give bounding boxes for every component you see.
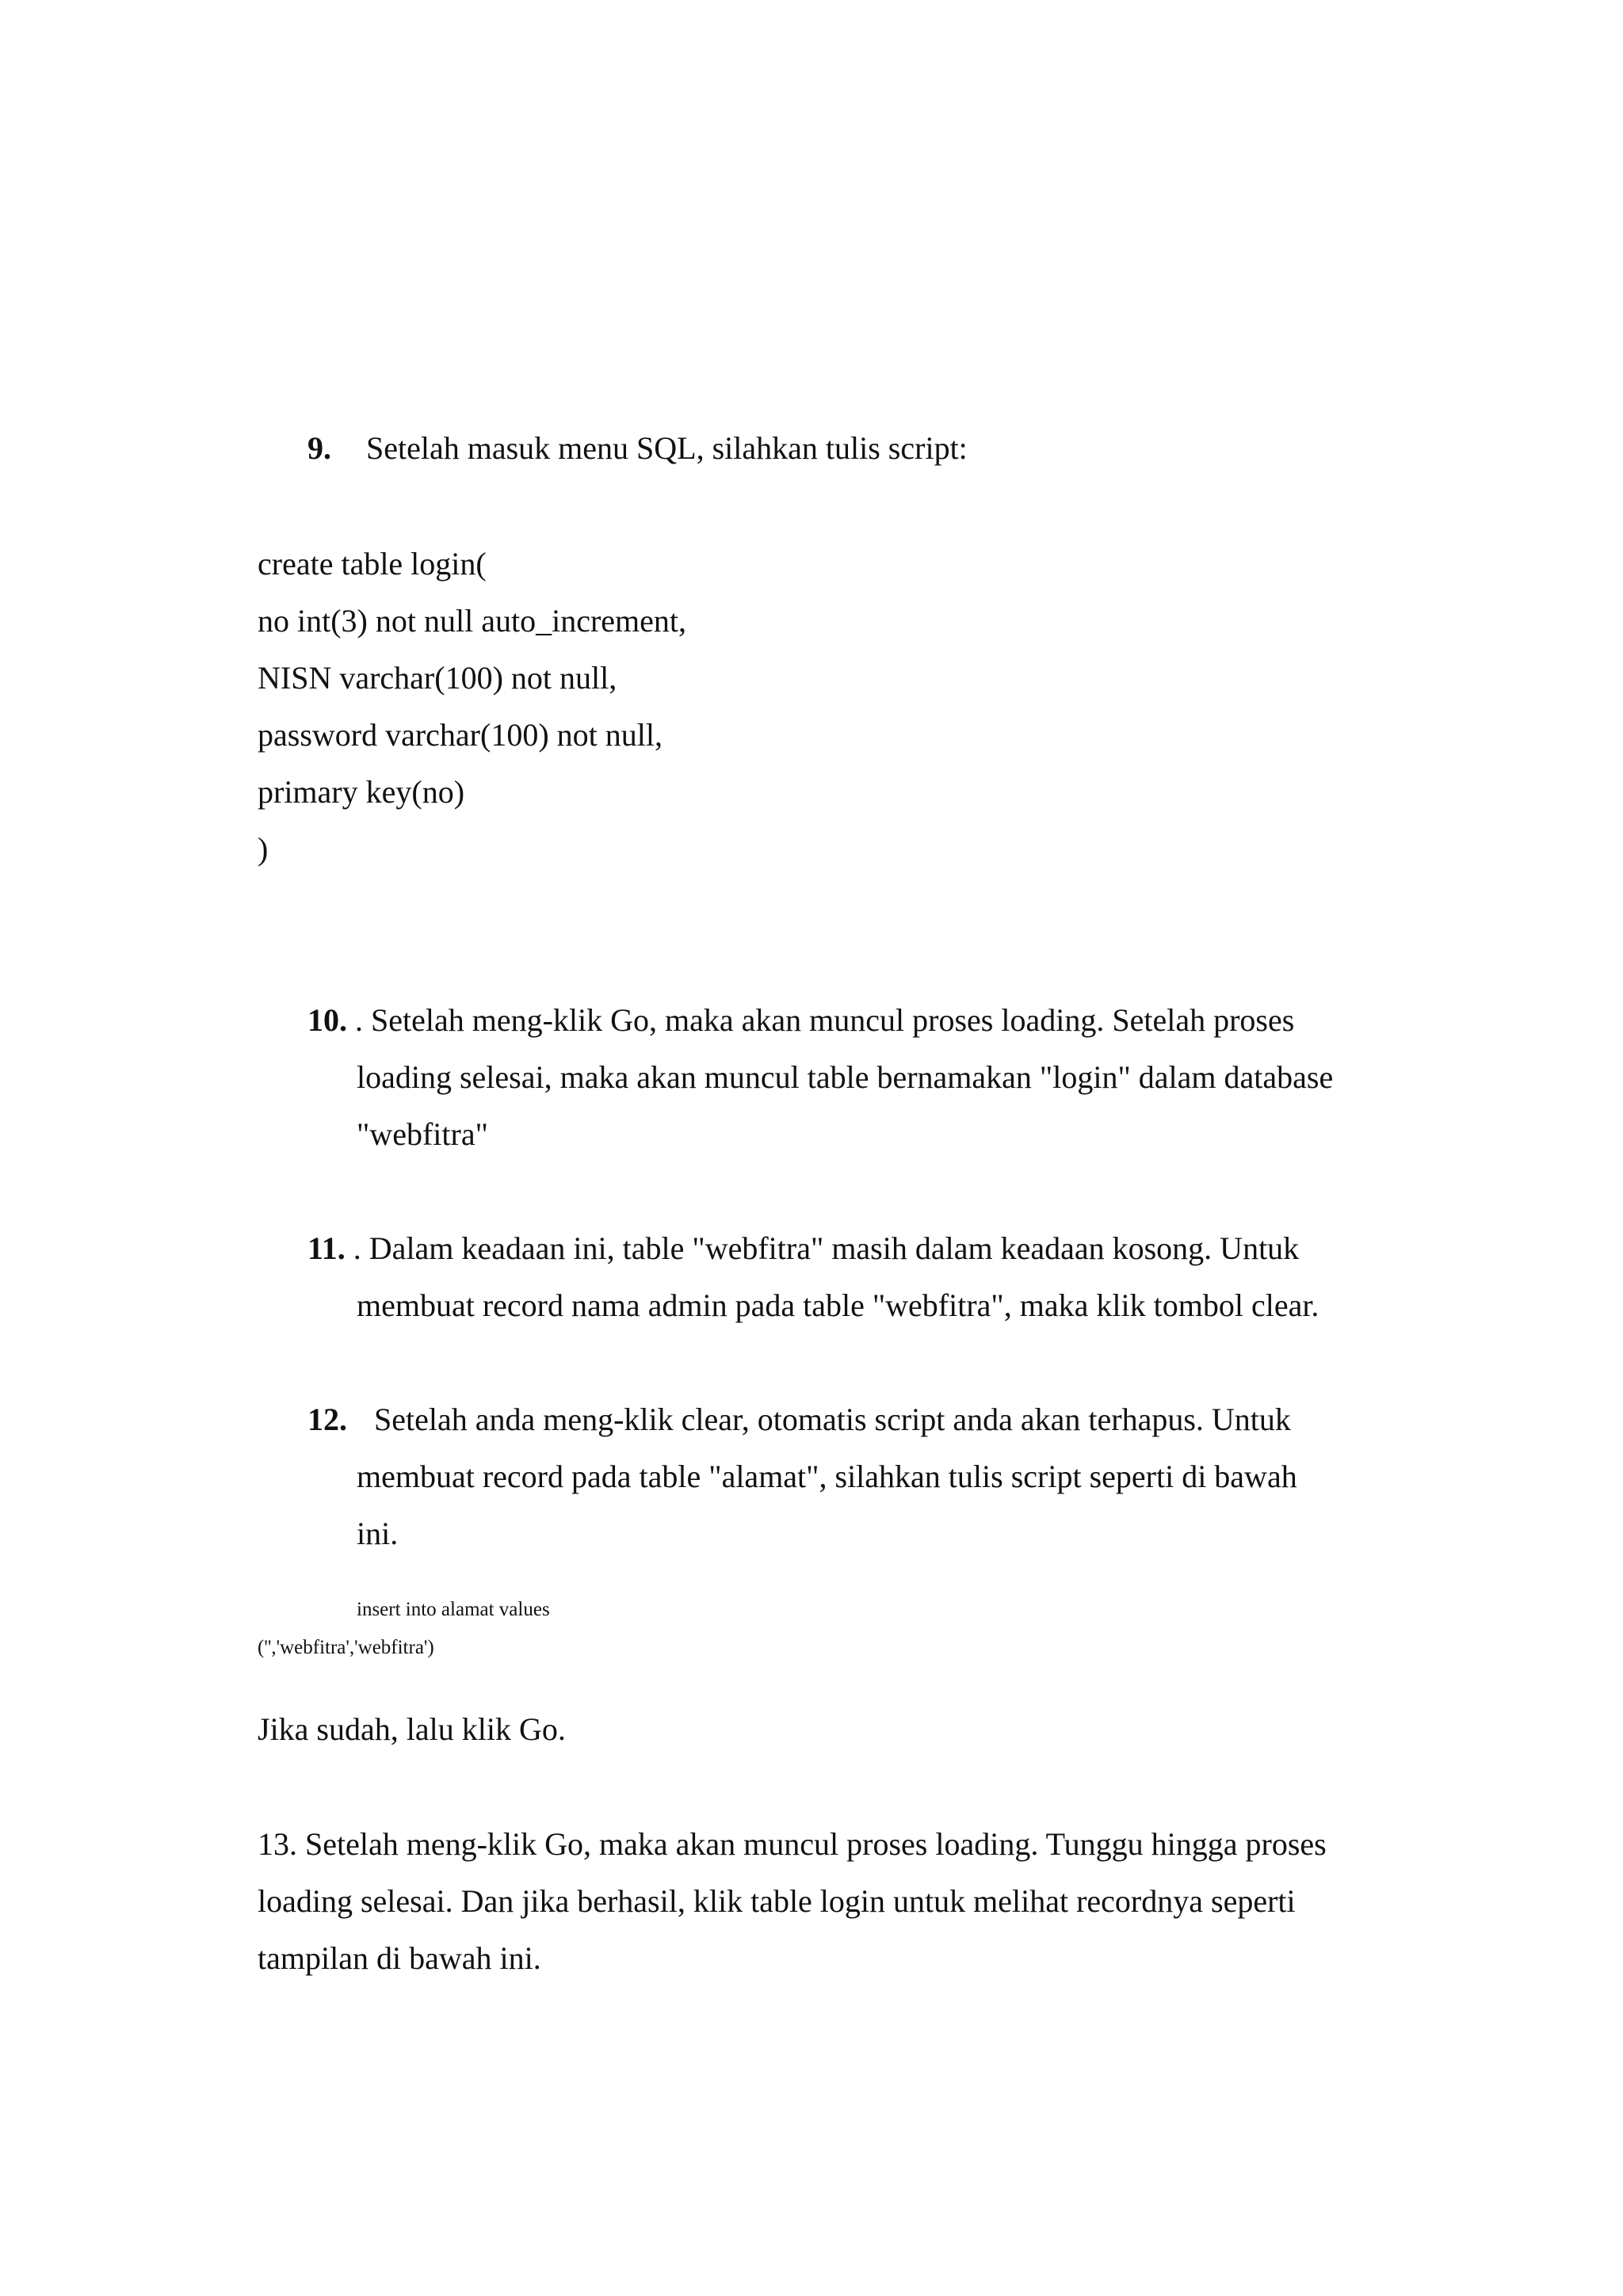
sql-create-code (258, 536, 686, 878)
sql-insert-code-line1: insert into alamat values (357, 1599, 550, 1620)
step-number: 9. (307, 430, 331, 466)
code-line: NISN varchar(100) not null, (258, 660, 617, 696)
step-number: 12. (307, 1402, 347, 1437)
step-text: membuat record pada table "alamat", silahkan tulis script seperti di bawah (357, 1459, 1297, 1494)
step-text: . Dalam keadaan ini, table "webfitra" masih dalam keadaan kosong. Untuk (353, 1230, 1300, 1266)
code-line: password varchar(100) not null, (258, 717, 663, 753)
step-text: ini. (357, 1516, 399, 1551)
code-line: ) (258, 831, 269, 867)
step-text: Setelah masuk menu SQL, silahkan tulis script: (366, 430, 968, 466)
step-text: Setelah anda meng-klik clear, otomatis script anda akan terhapus. Untuk (374, 1402, 1291, 1437)
step-text: . Setelah meng-klik Go, maka akan muncul proses loading. Setelah proses (355, 1002, 1295, 1038)
go-instruction: Jika sudah, lalu klik Go. (258, 1711, 566, 1747)
step-number: 11. (307, 1230, 346, 1266)
code-line: create table login( (258, 546, 487, 582)
step-text: 13. Setelah meng-klik Go, maka akan muncul proses loading. Tunggu hingga proses (258, 1826, 1327, 1862)
step-11 (307, 1220, 1385, 1334)
step-text: "webfitra" (357, 1116, 488, 1152)
step-12 (307, 1391, 1385, 1562)
step-10 (307, 992, 1385, 1163)
step-text: tampilan di bawah ini. (258, 1940, 541, 1976)
step-text: membuat record nama admin pada table "webfitra", maka klik tombol clear. (357, 1287, 1319, 1323)
code-line: no int(3) not null auto_increment, (258, 603, 686, 639)
step-9 (307, 420, 1385, 477)
step-number: 10. (307, 1002, 347, 1038)
step-text: loading selesai. Dan jika berhasil, klik table login untuk melihat recordnya seperti (258, 1883, 1296, 1919)
sql-insert-code-line2: ('','webfitra','webfitra') (258, 1637, 434, 1658)
code-line: primary key(no) (258, 774, 465, 810)
step-13 (258, 1816, 1327, 1987)
step-text: loading selesai, maka akan muncul table bernamakan "login" dalam database (357, 1059, 1334, 1095)
